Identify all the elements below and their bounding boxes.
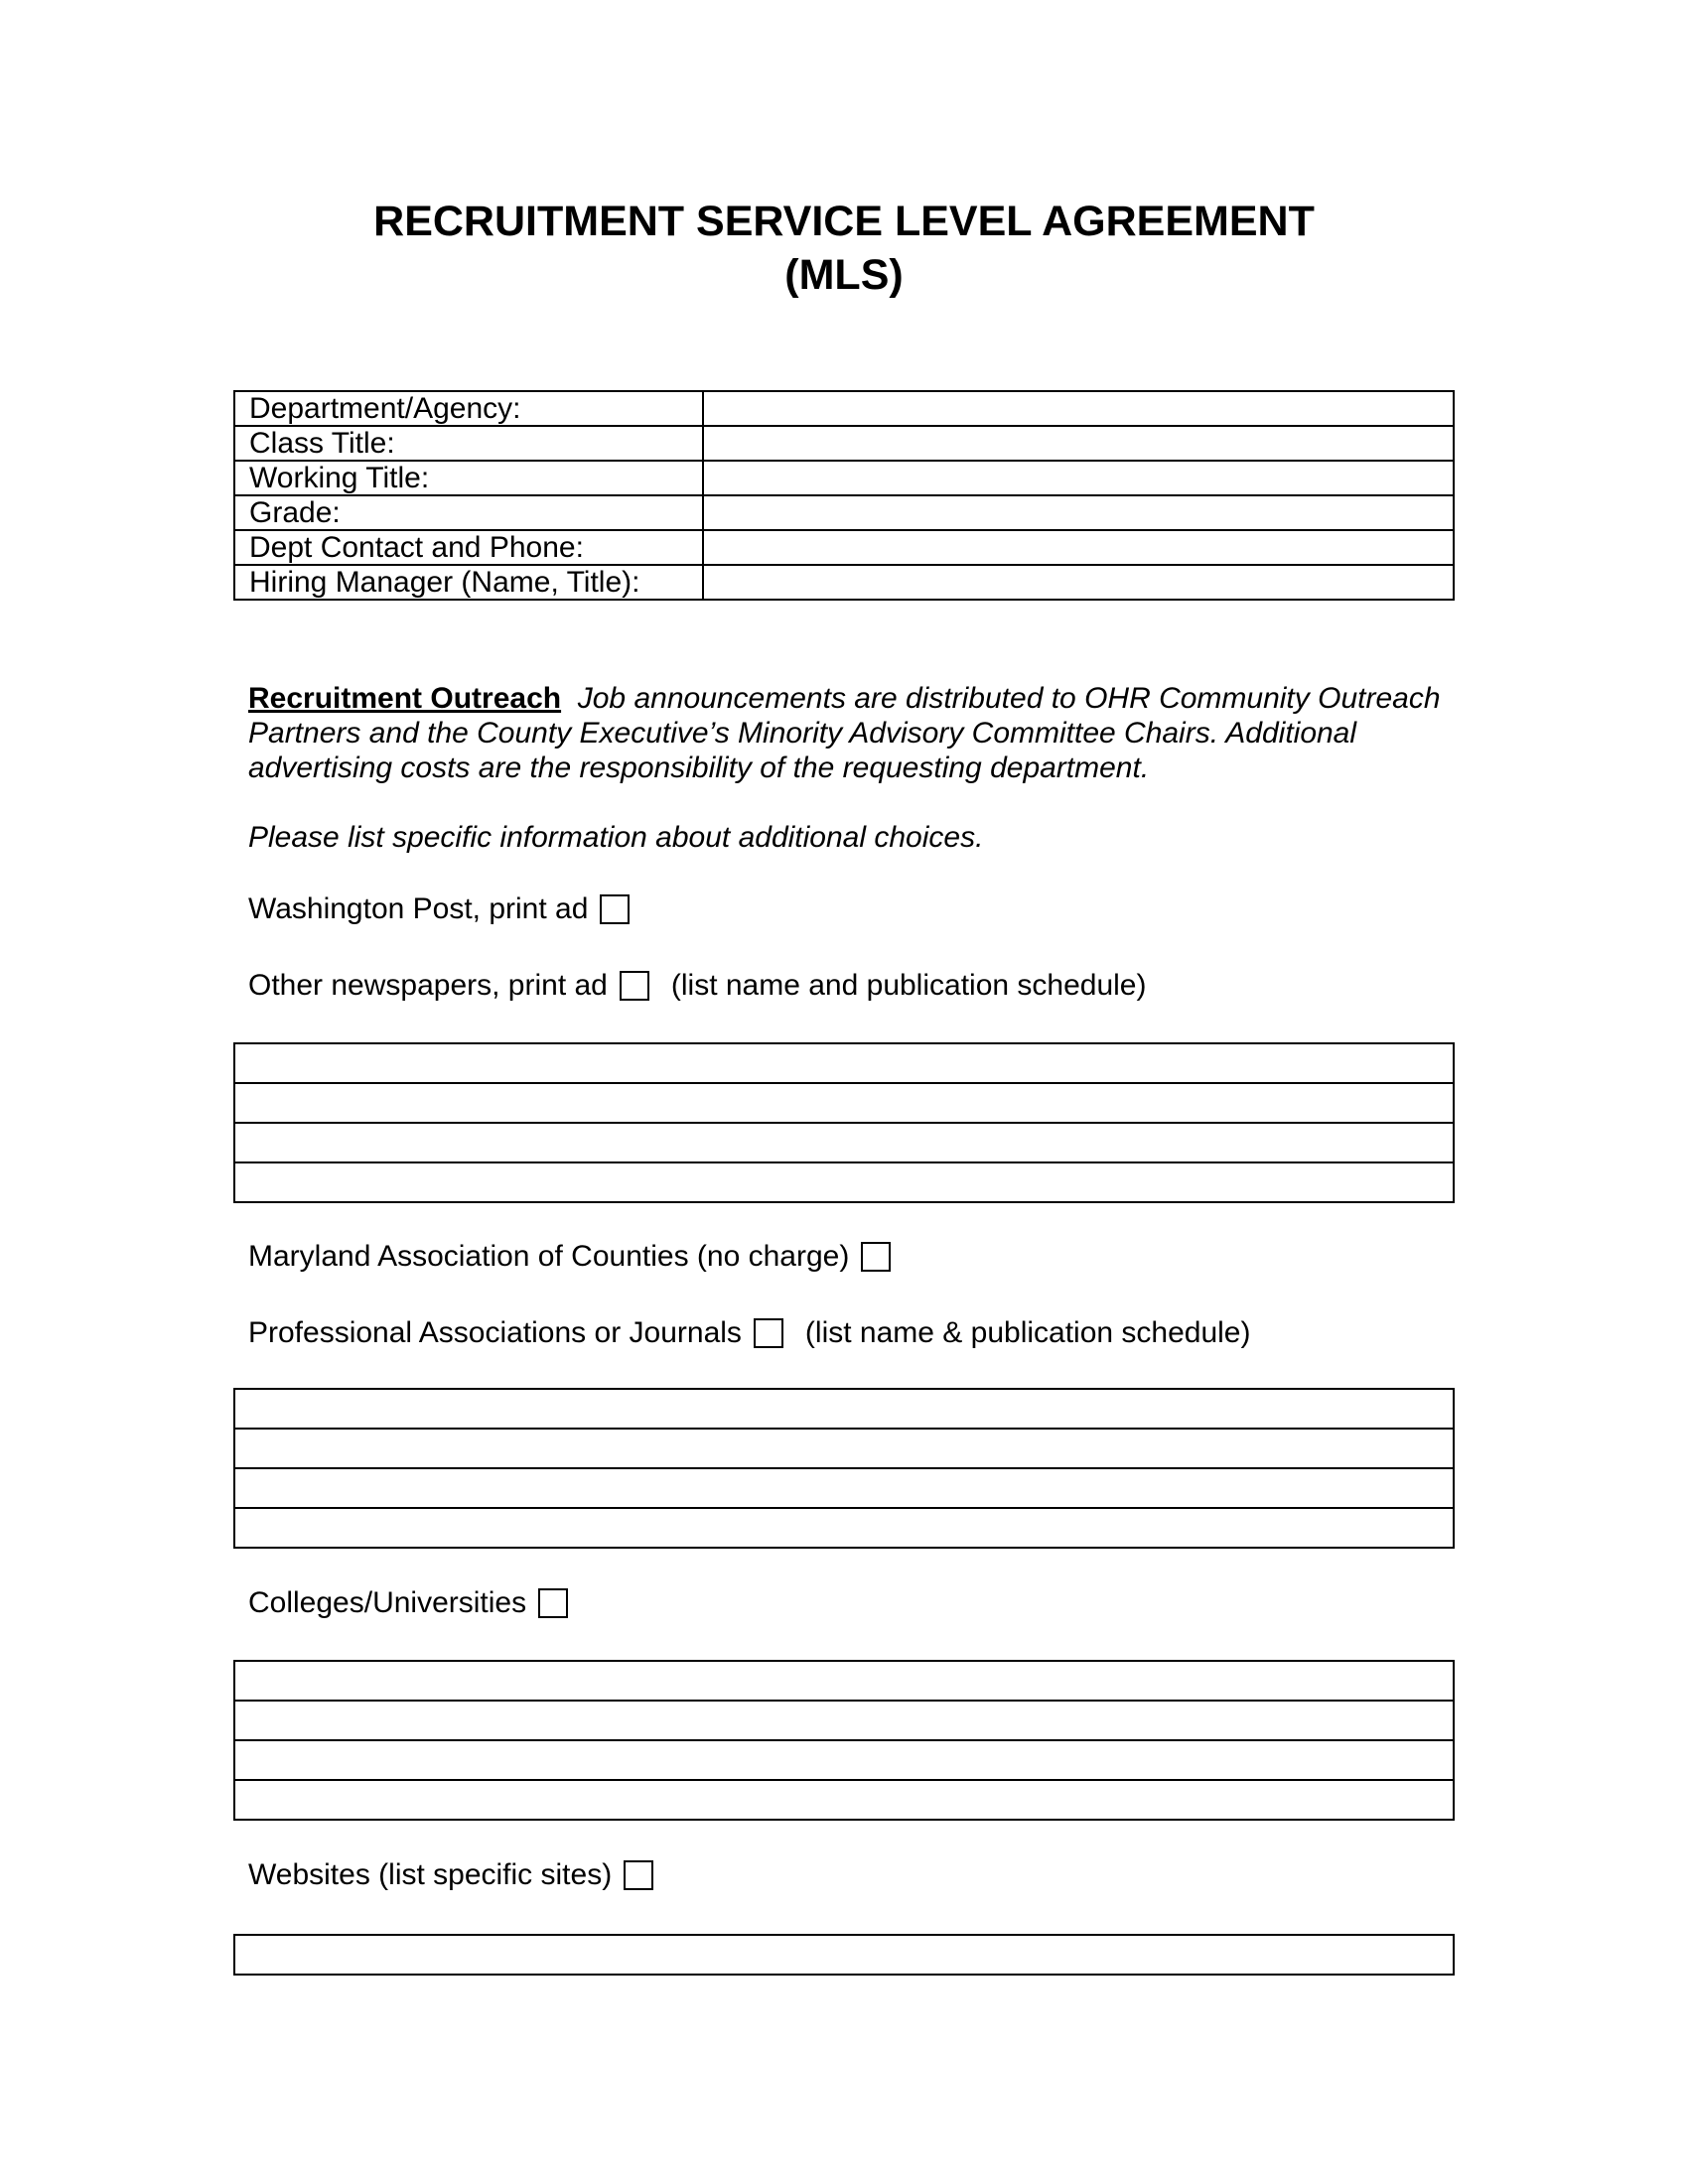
working-title-field[interactable]: [703, 461, 1454, 495]
table-row: [234, 495, 1454, 530]
table-row: [234, 1780, 1454, 1820]
college-entry-field[interactable]: [234, 1701, 1454, 1740]
hiring-manager-label: Hiring Manager (Name, Title):: [234, 565, 703, 600]
outreach-text: Job announcements are distributed to OHR Community Outreach Partners and the County Executive’s Minority Advisory Committee Chairs. Additional advertising costs are the responsibility of the requesting department.: [248, 682, 1441, 784]
instruction-text: [248, 820, 1460, 855]
table-row: [234, 1508, 1454, 1548]
table-row: [234, 1123, 1454, 1162]
colleges-option: [248, 1585, 568, 1621]
maryland-association-option: [248, 1239, 891, 1275]
table-row: [234, 1740, 1454, 1780]
table-row: [234, 1389, 1454, 1429]
newspaper-entry-field[interactable]: [234, 1043, 1454, 1083]
table-row: [234, 1429, 1454, 1468]
colleges-label: Colleges/Universities: [248, 1586, 527, 1619]
table-row: [234, 461, 1454, 495]
grade-label: Grade:: [234, 495, 703, 530]
newspaper-entry-field[interactable]: [234, 1123, 1454, 1162]
table-row: [234, 391, 1454, 426]
professional-entry-table: [233, 1388, 1455, 1549]
college-entry-field[interactable]: [234, 1661, 1454, 1701]
table-row: [234, 1468, 1454, 1508]
outreach-heading: Recruitment Outreach: [248, 682, 562, 715]
hiring-manager-field[interactable]: [703, 565, 1454, 600]
table-row: [234, 1935, 1454, 1975]
table-row: [234, 565, 1454, 600]
newspaper-entry-field[interactable]: [234, 1083, 1454, 1123]
maryland-association-checkbox[interactable]: [861, 1242, 891, 1272]
website-entry-field[interactable]: [234, 1935, 1454, 1975]
table-row: [234, 1701, 1454, 1740]
websites-entry-table: [233, 1934, 1455, 1976]
class-title-label: Class Title:: [234, 426, 703, 461]
colleges-checkbox[interactable]: [538, 1588, 568, 1618]
professional-associations-option: [248, 1315, 1251, 1351]
colleges-entry-table: [233, 1660, 1455, 1821]
outreach-paragraph: [248, 681, 1460, 785]
other-newspapers-checkbox[interactable]: [620, 971, 649, 1001]
dept-contact-field[interactable]: [703, 530, 1454, 565]
websites-label: Websites (list specific sites): [248, 1858, 613, 1891]
table-row: [234, 1083, 1454, 1123]
websites-checkbox[interactable]: [624, 1860, 653, 1890]
college-entry-field[interactable]: [234, 1740, 1454, 1780]
professional-entry-field[interactable]: [234, 1468, 1454, 1508]
info-table: [233, 390, 1455, 601]
websites-option: [248, 1857, 653, 1893]
professional-entry-field[interactable]: [234, 1389, 1454, 1429]
table-row: [234, 1162, 1454, 1202]
college-entry-field[interactable]: [234, 1780, 1454, 1820]
washington-post-option: [248, 891, 630, 927]
dept-contact-label: Dept Contact and Phone:: [234, 530, 703, 565]
newspaper-entry-field[interactable]: [234, 1162, 1454, 1202]
department-agency-field[interactable]: [703, 391, 1454, 426]
document-title: [0, 195, 1688, 302]
washington-post-label: Washington Post, print ad: [248, 892, 589, 925]
other-newspapers-label: Other newspapers, print ad: [248, 969, 608, 1002]
title-line-2: (MLS): [784, 251, 904, 299]
newspapers-entry-table: [233, 1042, 1455, 1203]
table-row: [234, 1043, 1454, 1083]
working-title-label: Working Title:: [234, 461, 703, 495]
washington-post-checkbox[interactable]: [600, 894, 630, 924]
department-agency-label: Department/Agency:: [234, 391, 703, 426]
professional-entry-field[interactable]: [234, 1429, 1454, 1468]
professional-associations-note: (list name & publication schedule): [804, 1316, 1251, 1349]
other-newspapers-option: [248, 968, 1146, 1004]
professional-associations-checkbox[interactable]: [754, 1318, 783, 1348]
table-row: [234, 426, 1454, 461]
professional-associations-label: Professional Associations or Journals: [248, 1316, 742, 1349]
other-newspapers-note: (list name and publication schedule): [670, 969, 1147, 1002]
title-line-1: RECRUITMENT SERVICE LEVEL AGREEMENT: [373, 198, 1315, 245]
instruction-line: Please list specific information about additional choices.: [248, 821, 984, 854]
class-title-field[interactable]: [703, 426, 1454, 461]
table-row: [234, 1661, 1454, 1701]
professional-entry-field[interactable]: [234, 1508, 1454, 1548]
table-row: [234, 530, 1454, 565]
maryland-association-label: Maryland Association of Counties (no charge): [248, 1240, 850, 1273]
grade-field[interactable]: [703, 495, 1454, 530]
